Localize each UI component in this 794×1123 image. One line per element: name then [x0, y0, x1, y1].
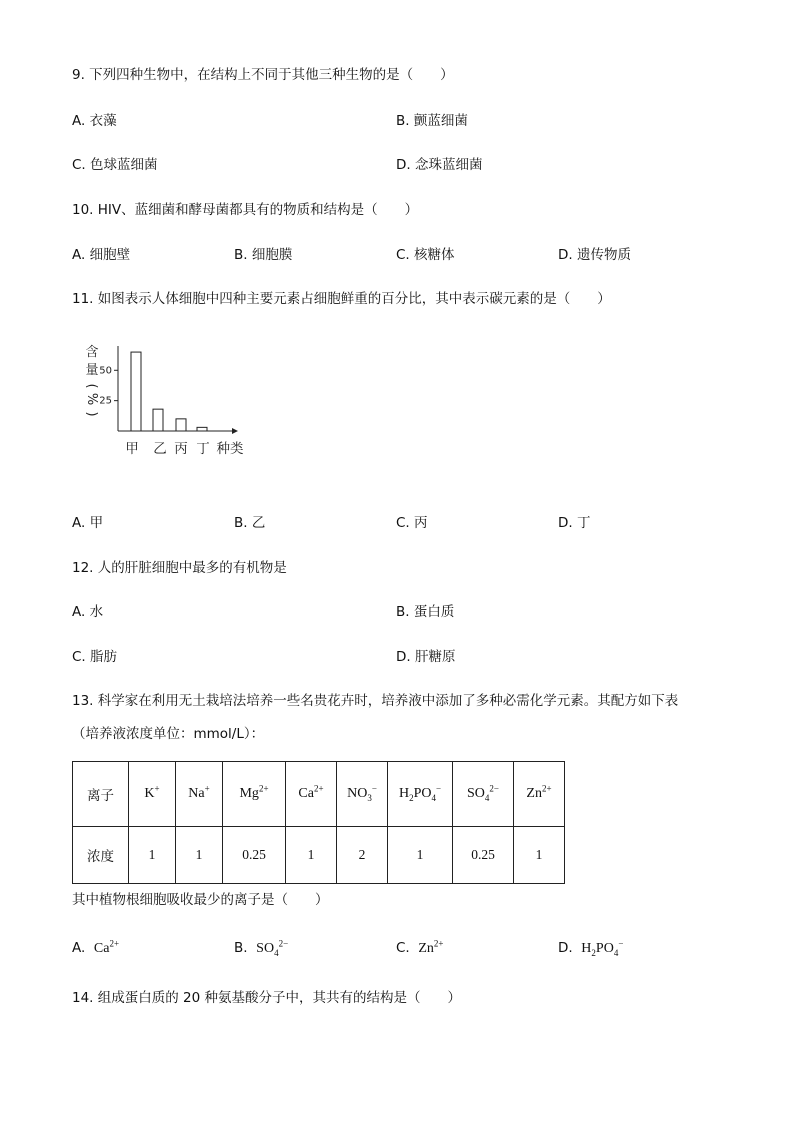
ion-symbol: H: [398, 786, 410, 801]
ion-symbol: Ca: [298, 786, 314, 801]
q13-stem: 13. 科学家在利用无土栽培法培养一些名贵花卉时，培养液中添加了多种必需化学元素。其配方如下表: [72, 693, 679, 709]
q13-option-c: C. $Zn^{2+}$: [396, 938, 444, 956]
q10-option-b: B. 细胞膜: [234, 247, 293, 263]
table-cell-value: 2: [337, 827, 388, 884]
y-tick-label: 50: [99, 365, 112, 377]
ion-concentration-table: [72, 761, 565, 884]
q9-stem: 9. 下列四种生物中，在结构上不同于其他三种生物的是（ ）: [72, 67, 454, 83]
ion-charge: 2+: [313, 783, 324, 794]
ion-subscript: 4: [274, 947, 279, 958]
ion-subscript: 2: [591, 947, 596, 958]
table-header-ion: 离子: [73, 762, 129, 827]
table-cell-value: 1: [176, 827, 223, 884]
ion-symbol: Zn: [526, 786, 542, 801]
ion-symbol: Zn: [418, 941, 434, 956]
bar-1: [131, 352, 141, 431]
y-axis-label-char: 量: [85, 363, 99, 378]
q14-stem: 14. 组成蛋白质的 20 种氨基酸分子中，其共有的结构是（ ）: [72, 990, 462, 1006]
bar-2: [153, 409, 163, 431]
ion-symbol: Mg: [239, 786, 259, 801]
ion-symbol: K: [144, 786, 155, 801]
table-cell-ion: [453, 762, 514, 827]
q13-question: 其中植物根细胞吸收最少的离子是（ ）: [72, 892, 329, 908]
x-category-label: 丙: [174, 441, 188, 457]
y-axis-label-char: 含: [85, 345, 99, 360]
ion-symbol: H: [581, 941, 592, 956]
q9-option-d: D. 念珠蓝细菌: [396, 157, 483, 173]
ion-charge: 2+: [541, 783, 552, 794]
table-cell-ion: [337, 762, 388, 827]
q12-option-c: C. 脂肪: [72, 649, 118, 665]
table-row-ions: [73, 762, 565, 827]
q9-option-b: B. 颤蓝细菌: [396, 113, 468, 129]
ion-charge: −: [371, 783, 377, 794]
x-axis-label: 种类: [216, 441, 244, 457]
q11-option-a: A. 甲: [72, 515, 104, 531]
y-tick-label: 25: [99, 395, 112, 407]
table-cell-value: 1: [286, 827, 337, 884]
q9-option-c: C. 色球蓝细菌: [72, 157, 158, 173]
ion-charge: 2+: [258, 783, 269, 794]
q13-option-d: D. $H_2PO_4^-$: [558, 938, 624, 958]
table-cell-ion: [129, 762, 176, 827]
table-header-concentration: 浓度: [73, 827, 129, 884]
q11-option-d: D. 丁: [558, 515, 591, 531]
table-row-concentration: [73, 827, 565, 884]
q13-option-a: A. $Ca^{2+}$: [72, 938, 120, 956]
table-cell-ion: [223, 762, 286, 827]
table-cell-value: 0.25: [453, 827, 514, 884]
ion-charge: 2−: [278, 938, 289, 949]
q13-stem-units: （培养液浓度单位：mmol/L）：: [72, 726, 265, 742]
x-category-label: 丁: [196, 441, 210, 457]
q10-option-a: A. 细胞壁: [72, 247, 131, 263]
ion-charge: −: [435, 783, 442, 794]
ion-charge: +: [204, 783, 210, 794]
ion-subscript: 4: [613, 947, 619, 958]
table-cell-value: 1: [129, 827, 176, 884]
q12-stem: 12. 人的肝脏细胞中最多的有机物是: [72, 560, 287, 576]
q11-stem: 11. 如图表示人体细胞中四种主要元素占细胞鲜重的百分比，其中表示碳元素的是（ ）: [72, 291, 611, 307]
ion-subscript: 2: [409, 792, 414, 803]
ion-symbol: Na: [188, 786, 205, 801]
y-axis-label-char: ): [84, 411, 99, 417]
x-category-label: 乙: [153, 441, 167, 457]
q10-stem: 10. HIV、蓝细菌和酵母菌都具有的物质和结构是（ ）: [72, 202, 419, 218]
q11-option-c: C. 丙: [396, 515, 428, 531]
bar-4: [197, 427, 207, 431]
q12-option-a: A. 水: [72, 604, 104, 620]
ion-symbol: SO: [256, 941, 275, 956]
q11-option-b: B. 乙: [234, 515, 266, 531]
ion-charge: 2+: [109, 938, 120, 949]
ion-symbol: Ca: [93, 941, 110, 956]
element-bar-chart: [70, 340, 270, 470]
y-axis-label-char: %: [84, 392, 99, 406]
ion-symbol: PO: [413, 786, 432, 801]
q13-option-b: B. $SO_4^{2-}$: [234, 938, 289, 958]
q12-option-b: B. 蛋白质: [396, 604, 455, 620]
table-cell-value: 1: [388, 827, 453, 884]
table-cell-ion: [388, 762, 453, 827]
ion-subscript: 4: [484, 792, 490, 803]
q9-option-a: A. 衣藻: [72, 113, 117, 129]
ion-subscript: 3: [367, 792, 372, 803]
ion-symbol: NO: [347, 786, 368, 801]
table-cell-ion: [514, 762, 565, 827]
ion-symbol: SO: [467, 786, 485, 801]
x-axis-arrow: [232, 428, 238, 434]
q10-option-c: C. 核糖体: [396, 247, 455, 263]
table-cell-ion: [286, 762, 337, 827]
ion-charge: −: [618, 938, 624, 949]
ion-charge: 2+: [433, 938, 444, 949]
q10-option-d: D. 遗传物质: [558, 247, 631, 263]
table-cell-value: 0.25: [223, 827, 286, 884]
table-cell-value: 1: [514, 827, 565, 884]
ion-subscript: 4: [431, 792, 436, 803]
ion-charge: +: [154, 783, 160, 794]
ion-symbol: PO: [595, 941, 614, 956]
q12-option-d: D. 肝糖原: [396, 649, 456, 665]
x-category-label: 甲: [125, 441, 139, 457]
bar-3: [176, 419, 186, 431]
ion-charge: 2−: [489, 783, 499, 794]
table-cell-ion: [176, 762, 223, 827]
y-axis-label-char: (: [84, 383, 99, 389]
